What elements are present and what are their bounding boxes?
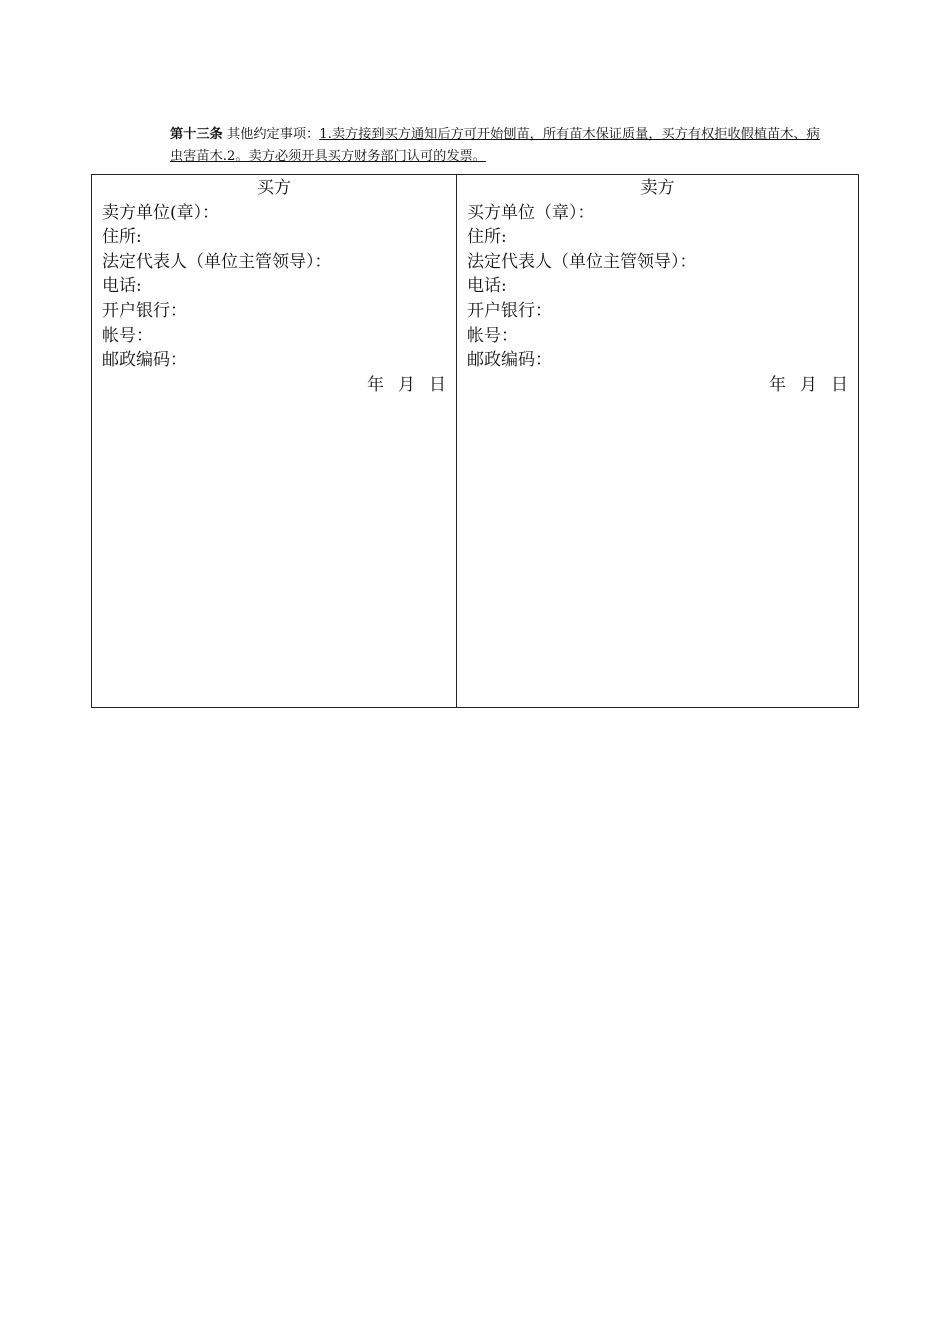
buyer-date-day: 日 [429,374,446,395]
buyer-phone-line: 电话: [102,276,142,297]
buyer-date-year: 年 [367,374,384,395]
clause-heading: 第十三条 [170,127,223,142]
buyer-title: 买方 [257,178,291,198]
seller-date-month: 月 [800,374,817,395]
seller-address-line: 住所: [467,227,507,248]
buyer-date-month: 月 [398,374,415,395]
clause-label: 其他约定事项： [226,127,320,142]
signature-table [91,174,859,708]
seller-rep-line: 法定代表人（单位主管领导）： [467,251,697,272]
buyer-postcode-line: 邮政编码： [102,350,187,371]
seller-unit-line: 买方单位（章）： [467,202,595,223]
buyer-bank-line: 开户银行： [102,300,187,321]
seller-postcode-line: 邮政编码： [467,350,552,371]
seller-date-line [467,373,848,398]
buyer-unit-line: 卖方单位(章）： [102,202,220,223]
buyer-rep-line: 法定代表人（单位主管领导）： [102,251,332,272]
seller-bank-line: 开户银行： [467,300,552,321]
seller-date-day: 日 [831,374,848,395]
buyer-column [92,175,457,708]
buyer-date-line [102,373,446,398]
clause-thirteen [170,124,820,168]
buyer-address-line: 住所: [102,227,142,248]
seller-account-line: 帐号： [467,325,518,346]
seller-title: 卖方 [640,178,675,198]
seller-date-year: 年 [769,374,786,395]
clause-terms: 1.卖方接到买方通知后方可开始刨苗，所有苗木保证质量，买方有权拒收假植苗木、病虫害苗木.2。卖方必须开具买方财务部门认可的发票。 [170,127,820,164]
seller-phone-line: 电话: [467,276,507,297]
seller-column [457,175,859,708]
buyer-account-line: 帐号： [102,325,153,346]
